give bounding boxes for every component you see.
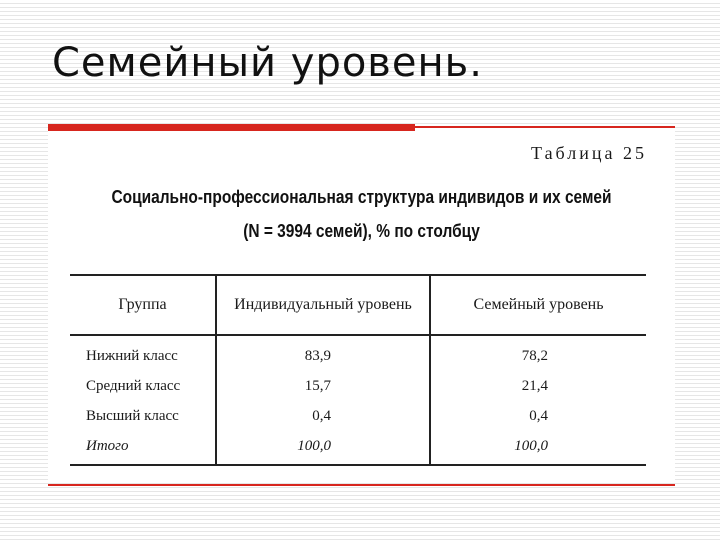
row-individual-value: 83,9 xyxy=(216,335,430,371)
row-family-value: 100,0 xyxy=(430,431,646,465)
accent-rule xyxy=(415,126,675,128)
table-row xyxy=(70,371,646,401)
row-individual-value: 100,0 xyxy=(216,431,430,465)
row-group-label: Итого xyxy=(70,431,216,465)
column-header-individual: Индивидуальный уровень xyxy=(216,275,430,335)
bottom-rule xyxy=(48,484,675,486)
row-family-value: 0,4 xyxy=(430,401,646,431)
row-individual-value: 0,4 xyxy=(216,401,430,431)
row-group-label: Средний класс xyxy=(86,377,181,394)
table-row-total xyxy=(70,431,646,465)
scanned-table-image xyxy=(48,131,675,483)
table-caption-line-1: Социально-профессиональная структура индивидов и их семей xyxy=(111,187,612,207)
row-individual-value: 15,7 xyxy=(216,371,430,401)
slide-title: Семейный уровень. xyxy=(52,40,483,86)
data-table xyxy=(70,274,646,466)
row-family-value: 21,4 xyxy=(430,371,646,401)
accent-bar xyxy=(48,124,415,131)
table-header-row xyxy=(70,275,646,335)
row-family-value: 78,2 xyxy=(430,335,646,371)
row-group-label: Нижний класс xyxy=(86,347,178,364)
table-row xyxy=(70,335,646,371)
column-header-family: Семейный уровень xyxy=(430,275,646,335)
table-caption-line-2: (N = 3994 семей), % по столбцу xyxy=(243,221,480,241)
column-header-group: Группа xyxy=(70,275,216,335)
table-row xyxy=(70,401,646,431)
table-number: Таблица 25 xyxy=(531,143,647,163)
row-group-label: Высший класс xyxy=(86,407,179,424)
